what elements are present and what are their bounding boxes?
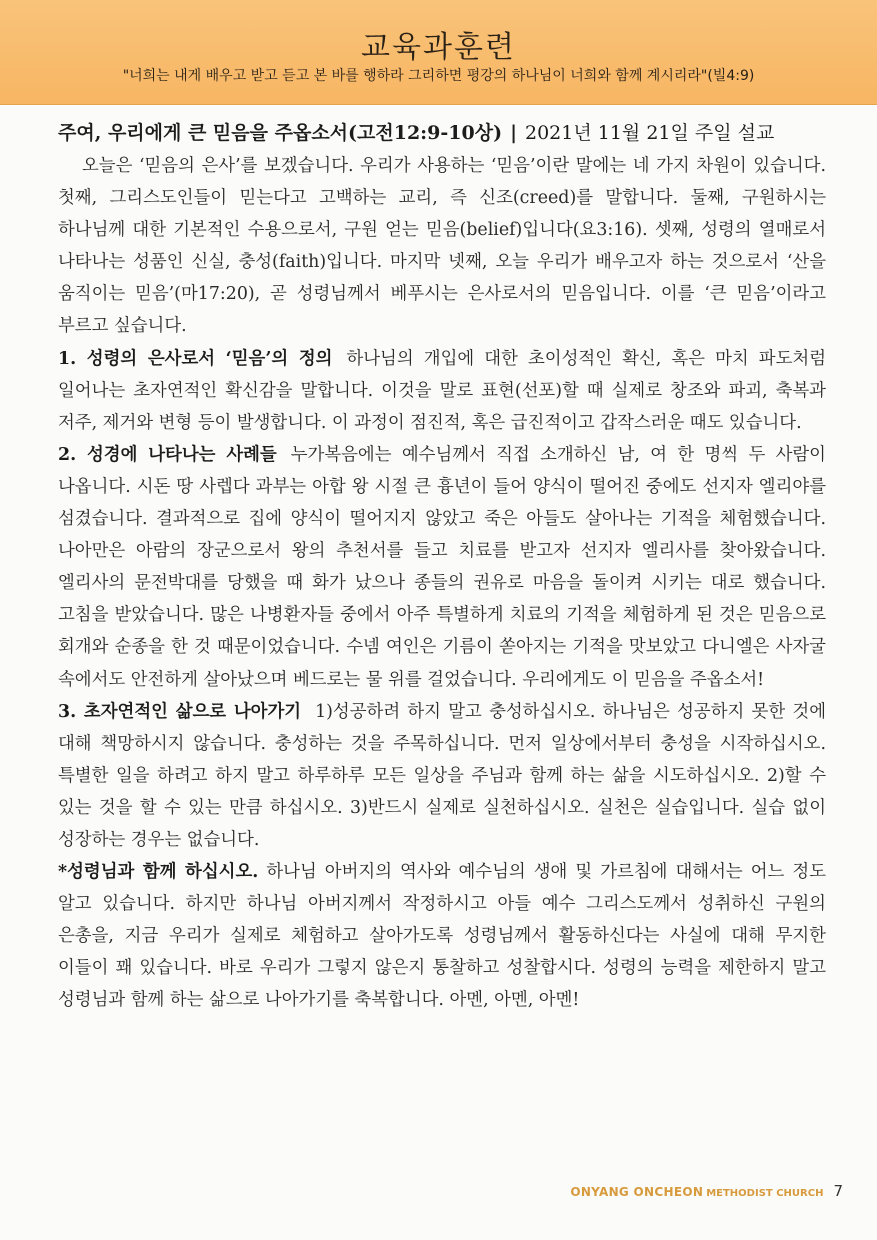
section-2-text: 누가복음에는 예수님께서 직접 소개하신 남, 여 한 명씩 두 사람이 나옵니다. 시돈 땅 사렙다 과부는 아합 왕 시절 큰 흉년이 들어 양식이 떨어진 중에도 선지자 엘리야를 섬겼습니다. 결과적으로 집에 양식이 떨어지지 않았고 죽은 아들도 살아나는 기적을 체험했습니다. 나아만은 아람의 장군으로서 왕의 추천서를 들고 치료를 받고자 선지자 엘리사를 찾아왔습니다. 엘리사의 문전박대를 당했을 때 화가 났으나 종들의 권유로 마음을 돌이켜 시키는 대로 했습니다. 고침을 받았습니다. 많은 나병환자들 중에서 아주 특별하게 치료의 기적을 체험하게 된 것은 믿음으로 회개와 순종을 한 것 때문이었습니다. 수넴 여인은 기름이 쏟아지는 기적을 맛보았고 다니엘은 사자굴 속에서도 안전하게 살아났으며 베드로는 물 위를 걸었습니다. 우리에게도 이 믿음을 주옵소서! [58,444,826,690]
sermon-header [58,118,838,145]
page-footer [570,1181,843,1200]
header-band [0,0,877,105]
sermon-title: 주여, 우리에게 큰 믿음을 주옵소서(고전12:9-10상) [58,122,503,144]
section-1-text: 하나님의 개입에 대한 초이성적인 확신, 혹은 마치 파도처럼 일어나는 초자연적인 확신감을 말합니다. 이것을 말로 표현(선포)할 때 실제로 창조와 파괴, 축복과 저주, 제거와 변형 등이 발생합니다. 이 과정이 점진적, 혹은 급진적이고 갑작스러운 때도 있습니다. [58,348,826,433]
church-name: ONYANG ONCHEON [570,1185,704,1199]
header-verse: "너희는 내게 배우고 받고 듣고 본 바를 행하라 그리하면 평강의 하나님이 너희와 함께 계시리라"(빌4:9) [122,68,755,84]
sermon-date: 2021년 11월 21일 주일 설교 [525,122,775,144]
section-1 [58,343,826,439]
section-1-heading: 1. 성령의 은사로서 ‘믿음’의 정의 [58,348,333,369]
section-2 [58,439,826,696]
section-2-heading: 2. 성경에 나타나는 사례들 [58,444,277,465]
section-4 [58,856,826,1016]
page-number: 7 [833,1182,843,1200]
section-3 [58,696,826,856]
sermon-separator: | [510,122,517,144]
page-title: 교육과훈련 [361,30,516,65]
intro-paragraph: 오늘은 ‘믿음의 은사’를 보겠습니다. 우리가 사용하는 ‘믿음’이란 말에는 네 가지 차원이 있습니다. 첫째, 그리스도인들이 믿는다고 고백하는 교리, 즉 신조(creed)를 말합니다. 둘째, 구원하시는 하나님께 대한 기본적인 수용으로서, 구원 얻는 믿음(belief)입니다(요3:16). 셋째, 성령의 열매로서 나타나는 성품인 신실, 충성(faith)입니다. 마지막 넷째, 오늘 우리가 배우고자 하는 것으로서 ‘산을 움직이는 믿음’(마17:20), 곧 성령님께서 베푸시는 은사로서의 믿음입니다. 이를 ‘큰 믿음’이라고 부르고 싶습니다. [58,156,826,337]
section-4-heading: *성령님과 함께 하십시오. [58,862,259,883]
section-3-heading: 3. 초자연적인 삶으로 나아가기 [58,701,302,722]
section-3-text: 1)성공하려 하지 말고 충성하십시오. 하나님은 성공하지 못한 것에 대해 책망하시지 않습니다. 충성하는 것을 주목하십니다. 먼저 일상에서부터 충성을 시작하십시오. 특별한 일을 하려고 하지 말고 하루하루 모든 일상을 주님과 함께 하는 삶을 시도하십시오. 2)할 수 있는 것을 할 수 있는 만큼 하십시오. 3)반드시 실제로 실천하십시오. 실천은 실습입니다. 실습 없이 성장하는 경우는 없습니다. [58,701,826,850]
sermon-body [58,150,826,1017]
section-4-text: 하나님 아버지의 역사와 예수님의 생애 및 가르침에 대해서는 어느 정도 알고 있습니다. 하지만 하나님 아버지께서 작정하시고 아들 예수 그리스도께서 성취하신 구원의 은총을, 지금 우리가 실제로 체험하고 살아가도록 성령님께서 활동하신다는 사실에 대해 무지한 이들이 꽤 있습니다. 바로 우리가 그렇지 않은지 통찰하고 성찰합시다. 성령의 능력을 제한하지 말고 성령님과 함께 하는 삶으로 나아가기를 축복합니다. 아멘, 아멘, 아멘! [58,862,826,1011]
church-subtitle: METHODIST CHURCH [706,1188,824,1199]
